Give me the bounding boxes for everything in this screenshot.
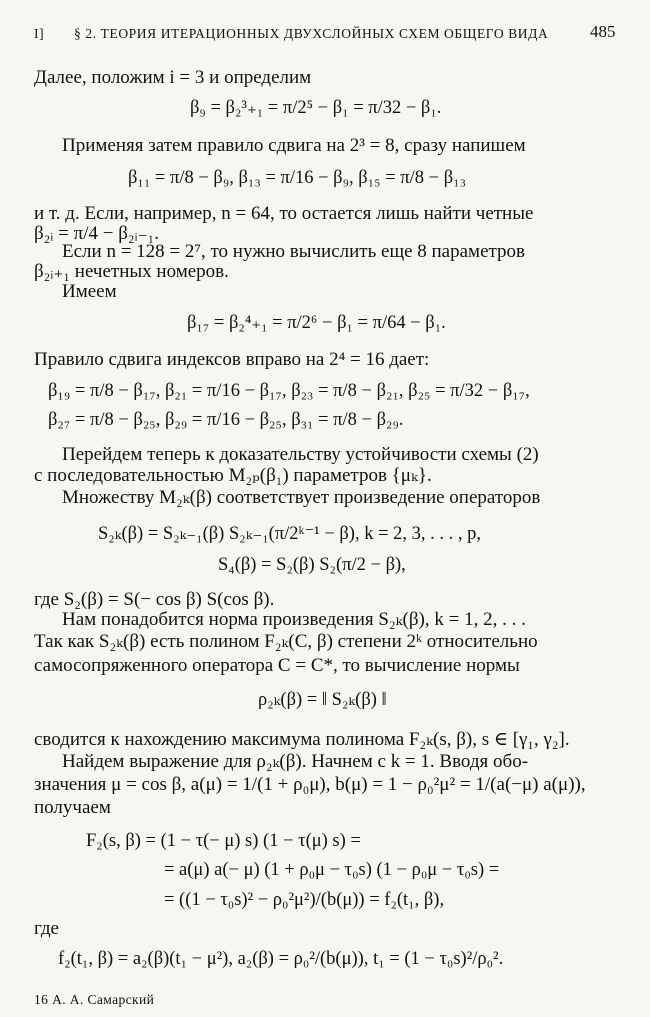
text-line: где: [34, 918, 59, 939]
equation: β₁₁ = π/8 − β₉, β₁₃ = π/16 − β₉, β₁₅ = π/8 − β₁₃: [128, 168, 467, 188]
text-line: Найдем выражение для ρ₂ₖ(β). Начнем с k = 1. Вводя обо-: [62, 751, 529, 772]
text-line: β₂ᵢ = π/4 − β₂ᵢ₋₁.: [34, 223, 160, 244]
equation: = ((1 − τ₀s)² − ρ₀²μ²)/(b(μ)) = f₂(t₁, β),: [164, 890, 445, 910]
text-line: Применяя затем правило сдвига на 2³ = 8, сразу напишем: [62, 135, 526, 156]
text-line: Перейдем теперь к доказательству устойчивости схемы (2): [62, 444, 539, 465]
text-line: Далее, положим i = 3 и определим: [34, 67, 312, 88]
equation: = a(μ) a(− μ) (1 + ρ₀μ − τ₀s) (1 − ρ₀μ − τ₀s) =: [164, 860, 500, 880]
text-line: значения μ = cos β, a(μ) = 1/(1 + ρ₀μ), b(μ) = 1 − ρ₀²μ² = 1/(a(−μ) a(μ)),: [34, 774, 586, 795]
equation: f₂(t₁, β) = a₂(β)(t₁ − μ²), a₂(β) = ρ₀²/(b(μ)), t₁ = (1 − τ₀s)²/ρ₀².: [58, 949, 504, 969]
signature-footer: 16 А. А. Самарский: [34, 992, 155, 1007]
text-line: получаем: [34, 797, 111, 818]
text-line: с последовательностью M₂ₚ(β₁) параметров {μₖ}.: [34, 465, 432, 486]
equation: ρ₂ₖ(β) = ‖ S₂ₖ(β) ‖: [258, 690, 387, 710]
running-header-title: § 2. ТЕОРИЯ ИТЕРАЦИОННЫХ ДВУХСЛОЙНЫХ СХЕМ ОБЩЕГО ВИДА: [74, 26, 549, 41]
text-line: где S₂(β) = S(− cos β) S(cos β).: [34, 589, 275, 610]
equation: β₂₇ = π/8 − β₂₅, β₂₉ = π/16 − β₂₅, β₃₁ = π/8 − β₂₉.: [48, 410, 404, 430]
equation: S₂ₖ(β) = S₂ₖ₋₁(β) S₂ₖ₋₁(π/2ᵏ⁻¹ − β), k = 2, 3, . . . , p,: [98, 524, 482, 544]
text-line: Так как S₂ₖ(β) есть полином F₂ₖ(C, β) степени 2ᵏ относительно: [34, 631, 538, 652]
text-line: сводится к нахождению максимума полинома F₂ₖ(s, β), s ∈ [γ₁, γ₂].: [34, 729, 570, 750]
equation: β₁₇ = β₂⁴₊₁ = π/2⁶ − β₁ = π/64 − β₁.: [187, 313, 446, 333]
equation: β₁₉ = π/8 − β₁₇, β₂₁ = π/16 − β₁₇, β₂₃ = π/8 − β₂₁, β₂₅ = π/32 − β₁₇,: [48, 381, 530, 401]
text-line: и т. д. Если, например, n = 64, то остается лишь найти четные: [34, 203, 534, 224]
running-header-marker: I]: [34, 26, 45, 41]
text-line: Имеем: [62, 281, 117, 302]
equation: β₉ = β₂³₊₁ = π/2⁵ − β₁ = π/32 − β₁.: [190, 98, 442, 118]
equation: F₂(s, β) = (1 − τ(− μ) s) (1 − τ(μ) s) =: [86, 831, 361, 851]
text-line: Нам понадобится норма произведения S₂ₖ(β), k = 1, 2, . . .: [62, 609, 526, 630]
page-number: 485: [590, 22, 616, 41]
text-line: Множеству M₂ₖ(β) соответствует произведение операторов: [62, 487, 541, 508]
text-line: β₂ᵢ₊₁ нечетных номеров.: [34, 261, 229, 282]
text-line: Правило сдвига индексов вправо на 2⁴ = 16 дает:: [34, 349, 430, 370]
text-line: самосопряженного оператора C = C*, то вычисление нормы: [34, 655, 520, 676]
equation: S₄(β) = S₂(β) S₂(π/2 − β),: [218, 555, 406, 575]
text-line: Если n = 128 = 2⁷, то нужно вычислить еще 8 параметров: [62, 241, 526, 262]
